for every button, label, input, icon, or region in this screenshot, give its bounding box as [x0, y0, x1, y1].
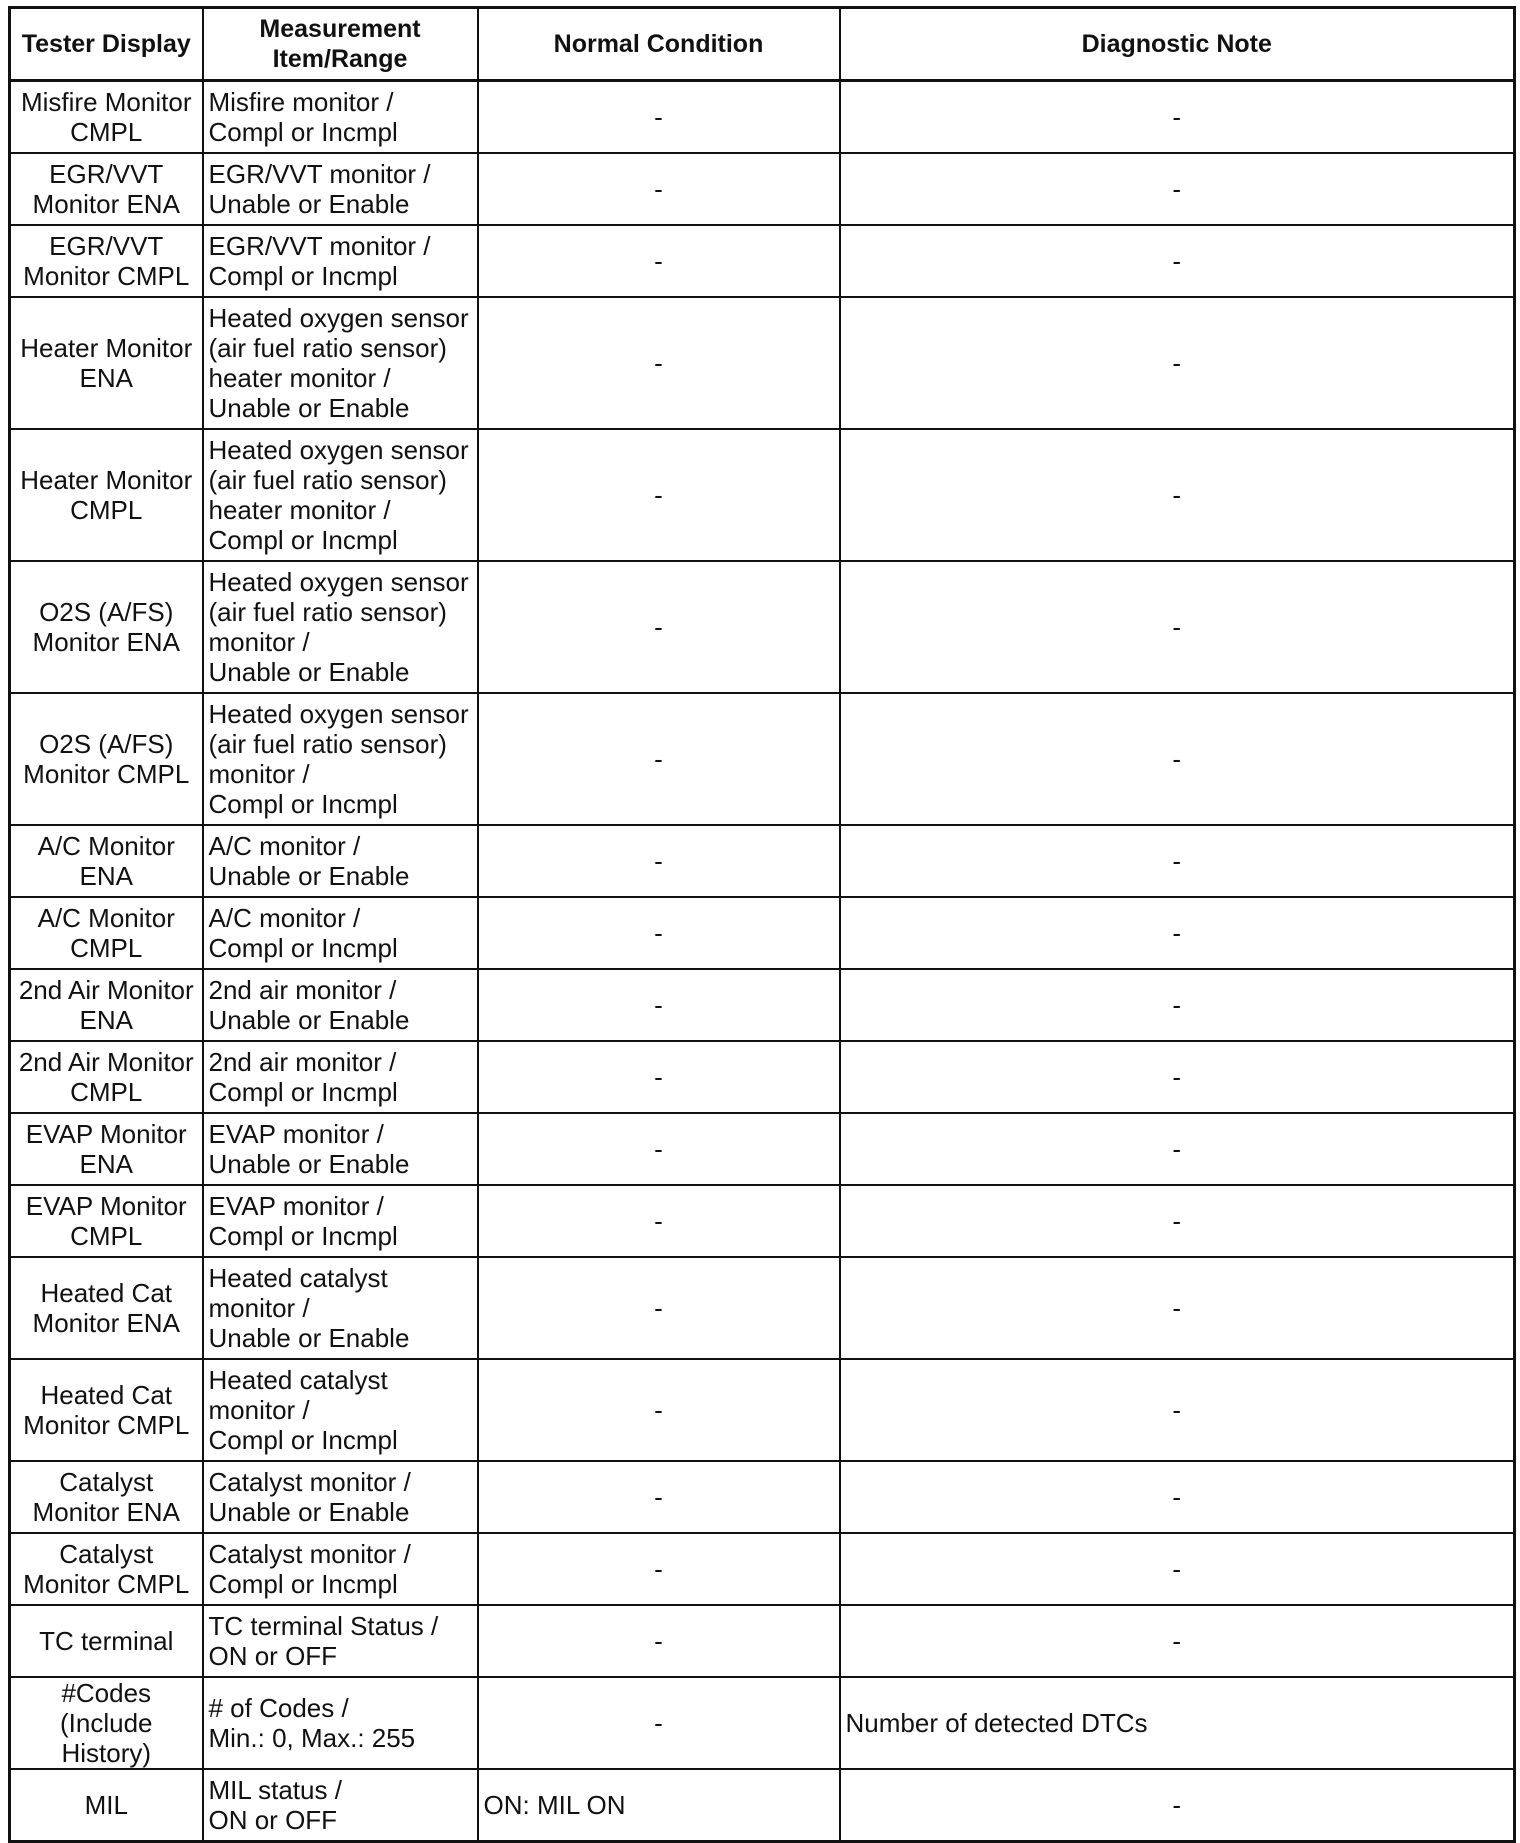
- header-diagnostic-note: Diagnostic Note: [840, 8, 1515, 81]
- tester-display-cell: Heated Cat Monitor CMPL: [10, 1359, 203, 1461]
- normal-condition-cell: -: [478, 1677, 840, 1769]
- tester-display-cell: TC terminal: [10, 1605, 203, 1677]
- measurement-item-cell: Heated oxygen sensor (air fuel ratio sensor) monitor / Unable or Enable: [203, 561, 478, 693]
- table-row: [10, 1041, 1515, 1113]
- header-row: [10, 8, 1515, 81]
- normal-condition-cell: -: [478, 1533, 840, 1605]
- diagnostic-note-cell: -: [840, 1769, 1515, 1842]
- measurement-item-cell: Heated oxygen sensor (air fuel ratio sensor) heater monitor / Unable or Enable: [203, 297, 478, 429]
- normal-condition-cell: -: [478, 1185, 840, 1257]
- diagnostic-note-cell: -: [840, 1041, 1515, 1113]
- table-row: [10, 561, 1515, 693]
- diagnostic-note-cell: -: [840, 825, 1515, 897]
- diagnostic-note-cell: -: [840, 969, 1515, 1041]
- diagnostic-note-cell: -: [840, 225, 1515, 297]
- table-row: [10, 297, 1515, 429]
- table-row: [10, 693, 1515, 825]
- table-row: [10, 1677, 1515, 1769]
- diagnostic-note-cell: -: [840, 1113, 1515, 1185]
- diagnostic-note-cell: -: [840, 1257, 1515, 1359]
- diagnostic-note-cell: -: [840, 1185, 1515, 1257]
- tester-display-cell: EGR/VVT Monitor CMPL: [10, 225, 203, 297]
- normal-condition-cell: -: [478, 825, 840, 897]
- table-row: [10, 225, 1515, 297]
- normal-condition-cell: -: [478, 897, 840, 969]
- measurement-item-cell: TC terminal Status / ON or OFF: [203, 1605, 478, 1677]
- monitor-data-table: [8, 6, 1516, 1843]
- data-list-sheet: [8, 6, 1516, 1843]
- tester-display-cell: MIL: [10, 1769, 203, 1842]
- normal-condition-cell: -: [478, 1113, 840, 1185]
- diagnostic-note-cell: Number of detected DTCs: [840, 1677, 1515, 1769]
- diagnostic-note-cell: -: [840, 297, 1515, 429]
- tester-display-cell: A/C Monitor CMPL: [10, 897, 203, 969]
- normal-condition-cell: -: [478, 1359, 840, 1461]
- measurement-item-cell: EVAP monitor / Compl or Incmpl: [203, 1185, 478, 1257]
- diagnostic-note-cell: -: [840, 1461, 1515, 1533]
- diagnostic-note-cell: -: [840, 561, 1515, 693]
- tester-display-cell: O2S (A/FS) Monitor CMPL: [10, 693, 203, 825]
- normal-condition-cell: -: [478, 297, 840, 429]
- normal-condition-cell: -: [478, 81, 840, 154]
- diagnostic-note-cell: -: [840, 1359, 1515, 1461]
- diagnostic-note-cell: -: [840, 1605, 1515, 1677]
- measurement-item-cell: A/C monitor / Compl or Incmpl: [203, 897, 478, 969]
- table-row: [10, 1605, 1515, 1677]
- measurement-item-cell: 2nd air monitor / Compl or Incmpl: [203, 1041, 478, 1113]
- tester-display-cell: EGR/VVT Monitor ENA: [10, 153, 203, 225]
- diagnostic-note-cell: -: [840, 693, 1515, 825]
- normal-condition-cell: ON: MIL ON: [478, 1769, 840, 1842]
- normal-condition-cell: -: [478, 1461, 840, 1533]
- diagnostic-note-cell: -: [840, 897, 1515, 969]
- table-row: [10, 969, 1515, 1041]
- tester-display-cell: A/C Monitor ENA: [10, 825, 203, 897]
- measurement-item-cell: MIL status / ON or OFF: [203, 1769, 478, 1842]
- normal-condition-cell: -: [478, 1605, 840, 1677]
- diagnostic-note-cell: -: [840, 81, 1515, 154]
- diagnostic-note-cell: -: [840, 153, 1515, 225]
- tester-display-cell: Heated Cat Monitor ENA: [10, 1257, 203, 1359]
- header-measurement-item: Measurement Item/Range: [203, 8, 478, 81]
- table-row: [10, 1257, 1515, 1359]
- table-row: [10, 825, 1515, 897]
- measurement-item-cell: 2nd air monitor / Unable or Enable: [203, 969, 478, 1041]
- normal-condition-cell: -: [478, 429, 840, 561]
- diagnostic-note-cell: -: [840, 429, 1515, 561]
- normal-condition-cell: -: [478, 1041, 840, 1113]
- measurement-item-cell: Catalyst monitor / Unable or Enable: [203, 1461, 478, 1533]
- tester-display-cell: #Codes (Include History): [10, 1677, 203, 1769]
- table-row: [10, 897, 1515, 969]
- tester-display-cell: Misfire Monitor CMPL: [10, 81, 203, 154]
- measurement-item-cell: A/C monitor / Unable or Enable: [203, 825, 478, 897]
- table-row: [10, 1113, 1515, 1185]
- tester-display-cell: EVAP Monitor ENA: [10, 1113, 203, 1185]
- measurement-item-cell: Heated catalyst monitor / Unable or Enable: [203, 1257, 478, 1359]
- measurement-item-cell: Heated catalyst monitor / Compl or Incmpl: [203, 1359, 478, 1461]
- measurement-item-cell: Heated oxygen sensor (air fuel ratio sensor) monitor / Compl or Incmpl: [203, 693, 478, 825]
- tester-display-cell: EVAP Monitor CMPL: [10, 1185, 203, 1257]
- tester-display-cell: Catalyst Monitor ENA: [10, 1461, 203, 1533]
- normal-condition-cell: -: [478, 693, 840, 825]
- measurement-item-cell: Heated oxygen sensor (air fuel ratio sensor) heater monitor / Compl or Incmpl: [203, 429, 478, 561]
- measurement-item-cell: Misfire monitor / Compl or Incmpl: [203, 81, 478, 154]
- measurement-item-cell: Catalyst monitor / Compl or Incmpl: [203, 1533, 478, 1605]
- normal-condition-cell: -: [478, 225, 840, 297]
- table-row: [10, 1185, 1515, 1257]
- measurement-item-cell: EGR/VVT monitor / Unable or Enable: [203, 153, 478, 225]
- measurement-item-cell: EGR/VVT monitor / Compl or Incmpl: [203, 225, 478, 297]
- table-row: [10, 429, 1515, 561]
- diagnostic-note-cell: -: [840, 1533, 1515, 1605]
- measurement-item-cell: # of Codes / Min.: 0, Max.: 255: [203, 1677, 478, 1769]
- tester-display-cell: 2nd Air Monitor ENA: [10, 969, 203, 1041]
- tester-display-cell: 2nd Air Monitor CMPL: [10, 1041, 203, 1113]
- table-row: [10, 153, 1515, 225]
- table-row: [10, 1533, 1515, 1605]
- normal-condition-cell: -: [478, 969, 840, 1041]
- normal-condition-cell: -: [478, 1257, 840, 1359]
- tester-display-cell: O2S (A/FS) Monitor ENA: [10, 561, 203, 693]
- header-normal-condition: Normal Condition: [478, 8, 840, 81]
- table-row: [10, 81, 1515, 154]
- header-tester-display: Tester Display: [10, 8, 203, 81]
- tester-display-cell: Heater Monitor ENA: [10, 297, 203, 429]
- measurement-item-cell: EVAP monitor / Unable or Enable: [203, 1113, 478, 1185]
- normal-condition-cell: -: [478, 561, 840, 693]
- normal-condition-cell: -: [478, 153, 840, 225]
- table-row: [10, 1769, 1515, 1842]
- table-row: [10, 1461, 1515, 1533]
- tester-display-cell: Catalyst Monitor CMPL: [10, 1533, 203, 1605]
- table-row: [10, 1359, 1515, 1461]
- tester-display-cell: Heater Monitor CMPL: [10, 429, 203, 561]
